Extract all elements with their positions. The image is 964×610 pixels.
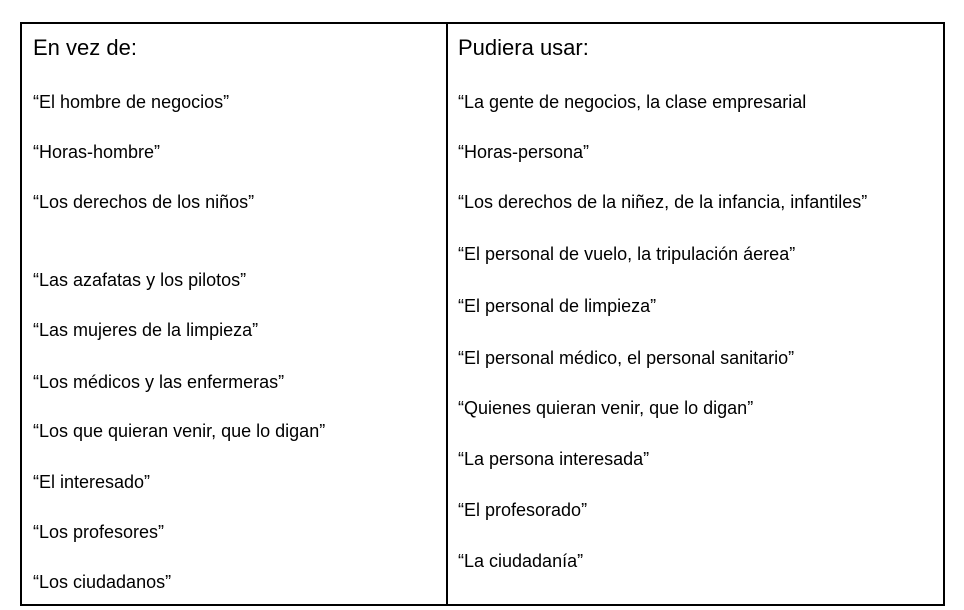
instead-of-item: “Los médicos y las enfermeras” [33,372,285,392]
could-use-item: “La ciudadanía” [458,551,584,571]
could-use-item: “Horas-persona” [458,142,590,162]
instead-of-item: “Las mujeres de la limpieza” [33,320,259,340]
could-use-header: Pudiera usar: [458,35,589,60]
could-use-item: “Los derechos de la niñez, de la infancia, infantiles” [458,192,868,212]
comparison-table [20,22,945,606]
could-use-item: “El profesorado” [458,500,588,520]
could-use-item: “La gente de negocios, la clase empresarial [458,92,807,112]
instead-of-item: “Las azafatas y los pilotos” [33,270,247,290]
instead-of-column [22,24,446,604]
could-use-item: “La persona interesada” [458,449,650,469]
instead-of-item: “El hombre de negocios” [33,92,230,112]
could-use-item: “El personal médico, el personal sanitario” [458,348,795,368]
could-use-column [448,24,945,604]
instead-of-header: En vez de: [33,35,137,60]
instead-of-item: “El interesado” [33,472,151,492]
instead-of-item: “Los derechos de los niños” [33,192,255,212]
instead-of-item: “Los que quieran venir, que lo digan” [33,421,326,441]
could-use-item: “El personal de vuelo, la tripulación áerea” [458,244,796,264]
could-use-item: “El personal de limpieza” [458,296,657,316]
instead-of-item: “Los profesores” [33,522,165,542]
instead-of-item: “Los ciudadanos” [33,572,172,592]
instead-of-item: “Horas-hombre” [33,142,161,162]
could-use-item: “Quienes quieran venir, que lo digan” [458,398,754,418]
